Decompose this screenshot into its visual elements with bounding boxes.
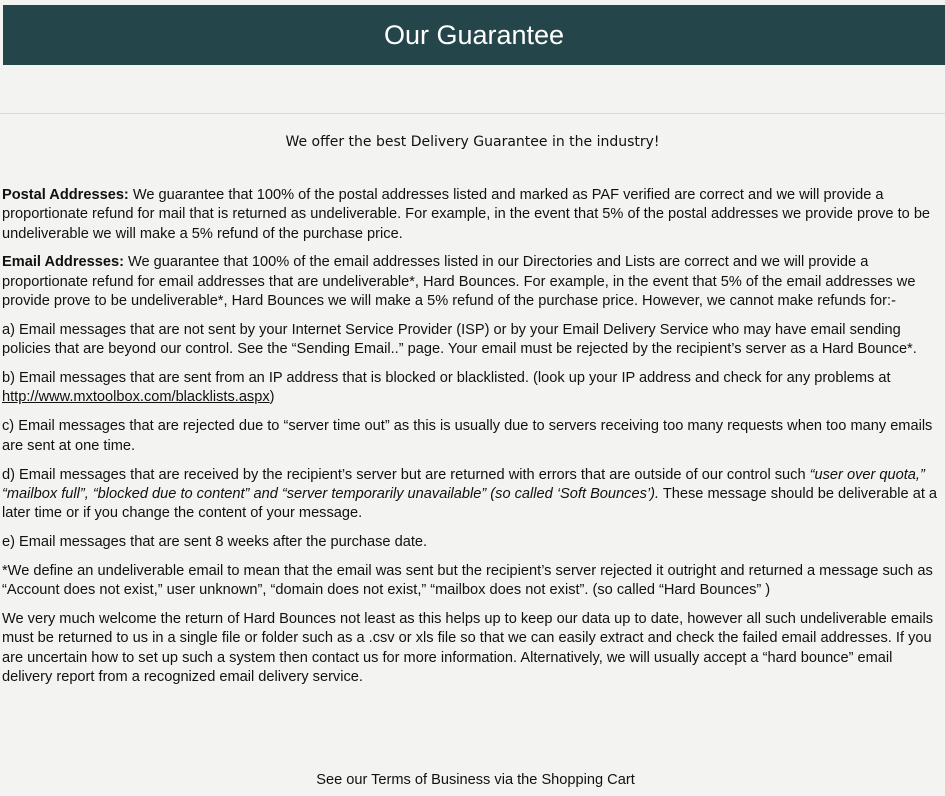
email-paragraph [2, 253, 942, 311]
postal-label: Postal Addresses: [2, 187, 129, 203]
guarantee-subtitle: We offer the best Delivery Guarantee in the industry! [285, 134, 660, 150]
email-label: Email Addresses: [2, 254, 124, 271]
page-title: Our Guarantee [383, 19, 565, 50]
hard-bounces-paragraph: We very much welcome the return of Hard Bounces not least as this helps up to keep our data up to date, however all such undeliverable emails must be returned to us in a single file or folder such as a .csv or xls file so that we can easily extract and check the failed email addresses. If you are uncertain how to set up such a system then contact us for more information. Alternatively, we will usually accept a “hard bounce” email delivery report from a recognized email delivery service. [2, 611, 933, 685]
postal-paragraph [2, 186, 942, 244]
exception-item-b [2, 369, 942, 408]
exception-item-a: a) Email messages that are not sent by your Internet Service Provider (ISP) or by your Email Delivery Service who may have email sending policies that are beyond our control. See the “Sending Email..” page. Your email must be rejected by the recipient’s server as a Hard Bounce*. [2, 321, 917, 358]
page-title-banner [3, 5, 945, 65]
divider [0, 113, 945, 114]
email-text: We guarantee that 100% of the email addresses listed in our Directories and Lists are correct and we will provide a proportionate refund for email addresses that are undeliverable*, Hard Bounces. For example, in the event that 5% of the email addresses we provide prove to be undeliverable*, Hard Bounces we will make a 5% refund of the purchase price. However, we cannot make refunds for:- [2, 254, 916, 310]
postal-text: We guarantee that 100% of the postal addresses listed and marked as PAF verified are correct and we will provide a proportionate refund for mail that is returned as undeliverable. For example, in the event that 5% of the postal addresses we provide prove to be undeliverable we will make a 5% refund of the purchase price. [2, 187, 931, 242]
exception-item-c: c) Email messages that are rejected due to “server time out” as this is usually due to servers receiving too many requests when too many emails are sent at one time. [2, 418, 933, 454]
exception-item-d-italic: “user over quota,” “mailbox full”, “blocked due to content” and “server temporarily unavailable” (so called ‘Soft Bounces’). [2, 466, 925, 502]
exception-item-d-end: These message should be deliverable at a later time or if you change the content of your message. [2, 485, 938, 522]
exception-item-d [2, 466, 942, 524]
terms-footer: See our Terms of Business via the Shopping Cart [316, 772, 635, 788]
exception-item-b-text: b) Email messages that are sent from an IP address that is blocked or blacklisted. (look up your IP address and check for any problems at [2, 370, 891, 387]
exception-item-e: e) Email messages that are sent 8 weeks after the purchase date. [2, 534, 428, 551]
guarantee-content [2, 186, 942, 697]
undeliverable-definition: *We define an undeliverable email to mean that the email was sent but the recipient’s server rejected it outright and returned a message such as “Account does not exist,” user unknown”, “domain does not exist,” “mailbox does not exist”. (so called “Hard Bounces” ) [2, 562, 933, 599]
exception-item-b-end: ) [269, 389, 275, 406]
exception-item-d-text: d) Email messages that are received by the recipient’s server but are returned with errors that are outside of our control such [2, 466, 806, 483]
blacklist-check-link[interactable]: http://www.mxtoolbox.com/blacklists.aspx [2, 389, 270, 406]
